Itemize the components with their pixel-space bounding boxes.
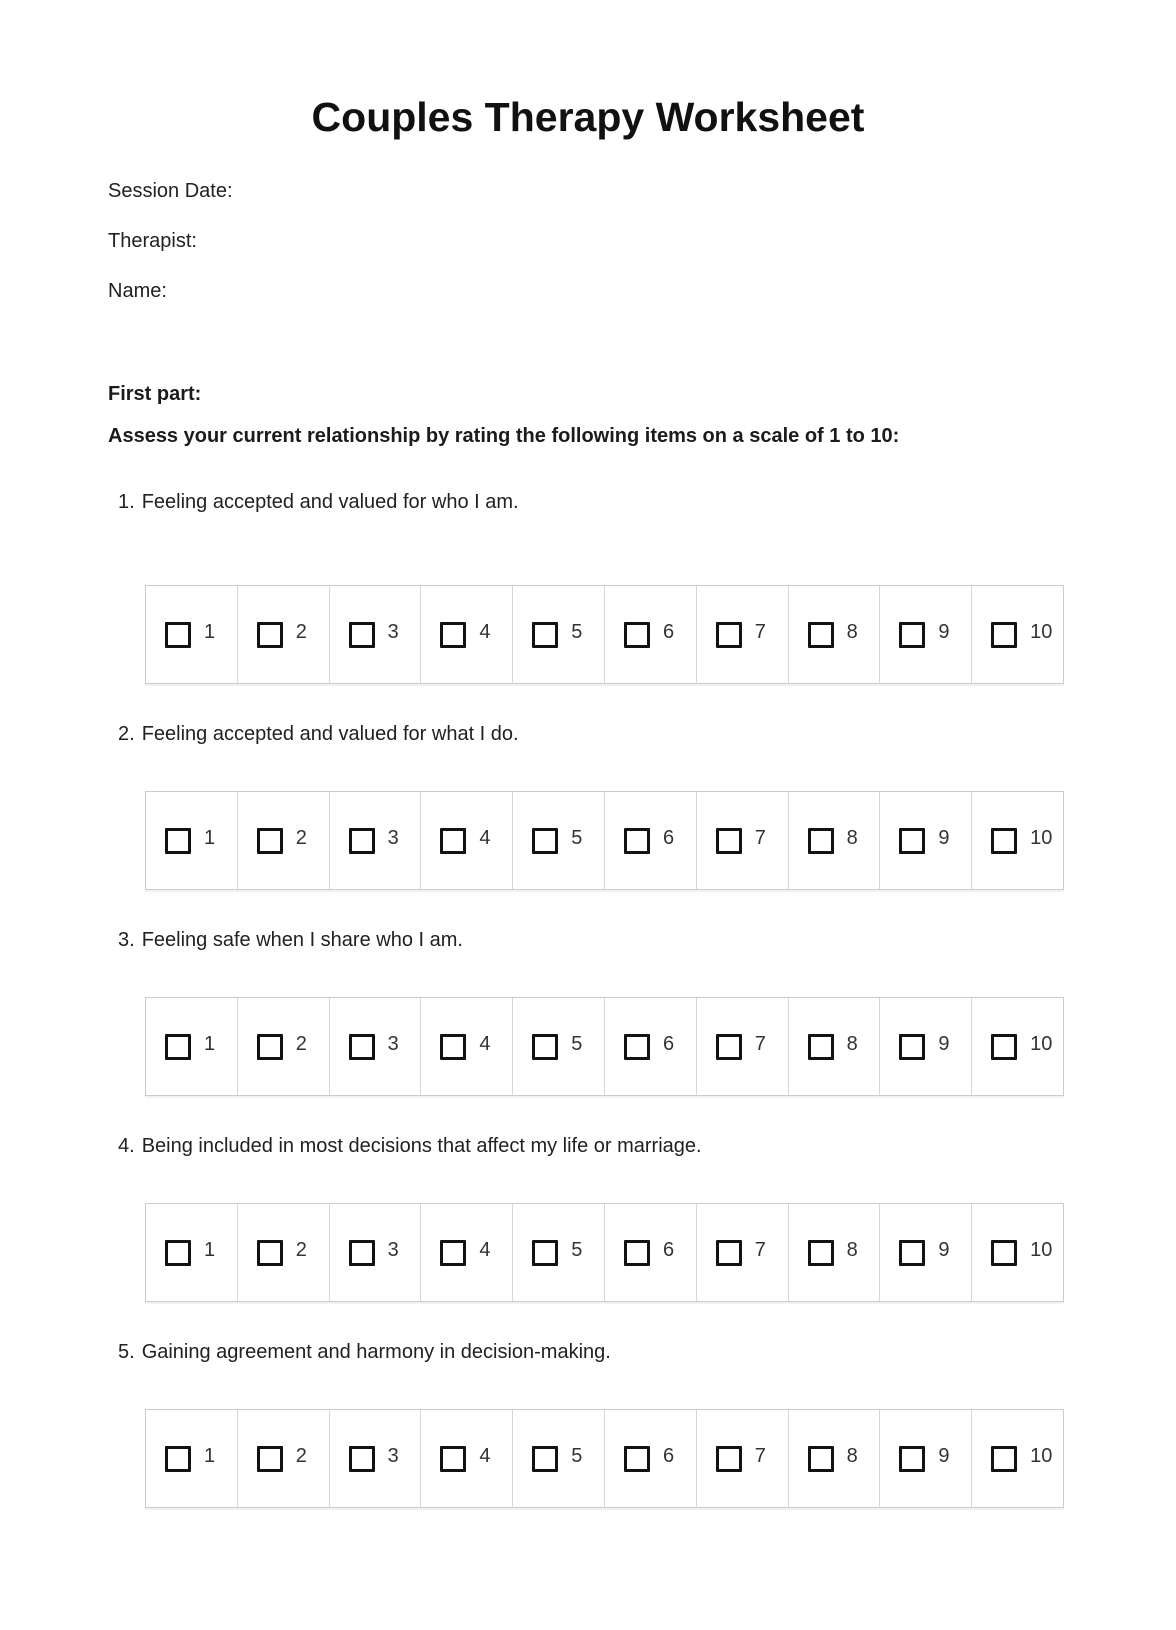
question-label: Being included in most decisions that affect my life or marriage. [141,1135,702,1157]
rating-value-label: 10 [1030,827,1053,849]
rating-value-label: 5 [571,827,583,849]
rating-value-label: 8 [846,1445,858,1467]
rating-cell-q5-5[interactable] [513,1410,605,1507]
rating-value-label: 6 [662,1033,675,1055]
checkbox-q5-10-icon[interactable] [991,1446,1017,1472]
rating-cell-q4-2[interactable] [238,1204,330,1301]
rating-value-label: 3 [387,1445,399,1467]
checkbox-q4-8-icon[interactable] [808,1240,834,1266]
rating-value-label: 3 [387,621,399,643]
rating-value-label: 2 [295,827,307,849]
question-number: 1. [118,491,135,513]
rating-cell-q1-7[interactable] [697,586,789,683]
name-label: Name: [108,280,167,302]
checkbox-q5-2-icon[interactable] [257,1446,283,1472]
checkbox-q4-1-icon[interactable] [165,1240,191,1266]
rating-cell-q2-4[interactable] [421,792,513,889]
checkbox-q4-9-icon[interactable] [899,1240,925,1266]
rating-value-label: 5 [571,1239,583,1261]
rating-value-label: 8 [846,1239,858,1261]
rating-value-label: 1 [204,1445,216,1467]
rating-cell-q3-4[interactable] [421,998,513,1095]
checkbox-q3-5-icon[interactable] [532,1034,558,1060]
rating-scale-q3 [145,997,1064,1096]
rating-cell-q5-7[interactable] [697,1410,789,1507]
checkbox-q2-1-icon[interactable] [165,828,191,854]
rating-cell-q5-1[interactable] [146,1410,238,1507]
rating-value-label: 2 [295,621,307,643]
rating-value-label: 8 [846,621,858,643]
checkbox-q3-4-icon[interactable] [440,1034,466,1060]
rating-cell-q4-8[interactable] [789,1204,881,1301]
rating-value-label: 4 [479,1033,491,1055]
rating-value-label: 10 [1030,621,1053,643]
checkbox-q1-7-icon[interactable] [716,622,742,648]
rating-scale-q2 [145,791,1064,890]
rating-value-label: 10 [1030,1239,1053,1261]
rating-cell-q1-10[interactable] [972,586,1063,683]
session-date-label: Session Date: [108,180,233,202]
rating-value-label: 1 [204,1239,216,1261]
rating-cell-q3-5[interactable] [513,998,605,1095]
rating-value-label: 7 [754,621,766,643]
rating-value-label: 5 [571,1033,583,1055]
rating-cell-q3-3[interactable] [330,998,422,1095]
rating-value-label: 4 [479,1445,491,1467]
question-block-2 [108,722,1068,890]
rating-value-label: 1 [204,827,216,849]
checkbox-q5-4-icon[interactable] [440,1446,466,1472]
rating-value-label: 6 [662,1239,675,1261]
rating-value-label: 1 [204,621,216,643]
checkbox-q4-10-icon[interactable] [991,1240,1017,1266]
checkbox-q5-5-icon[interactable] [532,1446,558,1472]
rating-cell-q1-4[interactable] [421,586,513,683]
question-block-5 [108,1340,1068,1508]
checkbox-q5-1-icon[interactable] [165,1446,191,1472]
rating-cell-q3-1[interactable] [146,998,238,1095]
checkbox-q2-3-icon[interactable] [349,828,375,854]
rating-cell-q3-9[interactable] [880,998,972,1095]
checkbox-q2-10-icon[interactable] [991,828,1017,854]
question-label: Feeling accepted and valued for what I do. [141,723,519,745]
rating-cell-q2-2[interactable] [238,792,330,889]
rating-cell-q4-7[interactable] [697,1204,789,1301]
rating-value-label: 6 [662,827,675,849]
rating-value-label: 5 [571,1445,583,1467]
rating-cell-q5-8[interactable] [789,1410,881,1507]
checkbox-q4-7-icon[interactable] [716,1240,742,1266]
checkbox-q5-7-icon[interactable] [716,1446,742,1472]
rating-cell-q1-9[interactable] [880,586,972,683]
rating-cell-q4-5[interactable] [513,1204,605,1301]
rating-cell-q1-8[interactable] [789,586,881,683]
checkbox-q3-6-icon[interactable] [624,1034,650,1060]
rating-value-label: 7 [754,827,766,849]
rating-cell-q5-2[interactable] [238,1410,330,1507]
rating-cell-q4-9[interactable] [880,1204,972,1301]
question-number: 5. [118,1341,135,1363]
checkbox-q1-6-icon[interactable] [624,622,650,648]
rating-value-label: 3 [387,1033,399,1055]
checkbox-q3-10-icon[interactable] [991,1034,1017,1060]
rating-value-label: 6 [662,621,675,643]
rating-cell-q5-6[interactable] [605,1410,697,1507]
section-instruction: Assess your current relationship by rating the following items on a scale of 1 to 10: [108,425,900,447]
rating-value-label: 7 [754,1239,766,1261]
checkbox-q5-3-icon[interactable] [349,1446,375,1472]
rating-value-label: 3 [387,1239,399,1261]
rating-value-label: 4 [479,827,491,849]
question-number: 2. [118,723,135,745]
rating-cell-q5-10[interactable] [972,1410,1063,1507]
checkbox-q4-3-icon[interactable] [349,1240,375,1266]
question-number: 4. [118,1135,135,1157]
rating-cell-q2-6[interactable] [605,792,697,889]
question-text [118,1340,1068,1364]
rating-cell-q3-8[interactable] [789,998,881,1095]
question-block-3 [108,928,1068,1096]
rating-value-label: 4 [479,1239,491,1261]
rating-cell-q5-9[interactable] [880,1410,972,1507]
checkbox-q3-2-icon[interactable] [257,1034,283,1060]
rating-value-label: 2 [295,1033,307,1055]
rating-value-label: 4 [479,621,491,643]
checkbox-q3-1-icon[interactable] [165,1034,191,1060]
checkbox-q1-3-icon[interactable] [349,622,375,648]
checkbox-q2-2-icon[interactable] [257,828,283,854]
rating-value-label: 10 [1030,1033,1053,1055]
checkbox-q5-9-icon[interactable] [899,1446,925,1472]
rating-value-label: 3 [387,827,399,849]
checkbox-q1-1-icon[interactable] [165,622,191,648]
question-label: Feeling safe when I share who I am. [141,929,463,951]
checkbox-q1-8-icon[interactable] [808,622,834,648]
checkbox-q2-6-icon[interactable] [624,828,650,854]
rating-value-label: 9 [938,1445,950,1467]
checkbox-q2-9-icon[interactable] [899,828,925,854]
checkbox-q3-9-icon[interactable] [899,1034,925,1060]
question-label: Feeling accepted and valued for who I am. [141,491,519,513]
rating-cell-q4-4[interactable] [421,1204,513,1301]
question-text [118,1134,1068,1158]
checkbox-q2-5-icon[interactable] [532,828,558,854]
rating-scale-q5 [145,1409,1064,1508]
rating-cell-q4-10[interactable] [972,1204,1063,1301]
question-text [118,490,1068,514]
rating-value-label: 9 [938,1239,950,1261]
rating-value-label: 7 [754,1445,766,1467]
rating-scale-q1 [145,585,1064,684]
rating-value-label: 10 [1030,1445,1053,1467]
question-block-4 [108,1134,1068,1302]
checkbox-q5-8-icon[interactable] [808,1446,834,1472]
rating-cell-q5-4[interactable] [421,1410,513,1507]
rating-value-label: 9 [938,827,950,849]
rating-value-label: 7 [754,1033,766,1055]
checkbox-q4-2-icon[interactable] [257,1240,283,1266]
therapist-label: Therapist: [108,230,197,252]
checkbox-q4-6-icon[interactable] [624,1240,650,1266]
rating-cell-q2-9[interactable] [880,792,972,889]
rating-value-label: 1 [204,1033,216,1055]
rating-cell-q1-5[interactable] [513,586,605,683]
rating-cell-q5-3[interactable] [330,1410,422,1507]
rating-cell-q2-10[interactable] [972,792,1063,889]
rating-cell-q4-6[interactable] [605,1204,697,1301]
rating-value-label: 9 [938,1033,950,1055]
checkbox-q5-6-icon[interactable] [624,1446,650,1472]
rating-cell-q2-8[interactable] [789,792,881,889]
checkbox-q2-7-icon[interactable] [716,828,742,854]
rating-cell-q4-3[interactable] [330,1204,422,1301]
rating-cell-q3-7[interactable] [697,998,789,1095]
checkbox-q1-9-icon[interactable] [899,622,925,648]
checkbox-q1-2-icon[interactable] [257,622,283,648]
rating-cell-q2-3[interactable] [330,792,422,889]
rating-value-label: 8 [846,1033,858,1055]
checkbox-q1-10-icon[interactable] [991,622,1017,648]
rating-cell-q1-6[interactable] [605,586,697,683]
rating-value-label: 2 [295,1239,307,1261]
checkbox-q3-8-icon[interactable] [808,1034,834,1060]
question-number: 3. [118,929,135,951]
rating-value-label: 9 [938,621,950,643]
checkbox-q3-7-icon[interactable] [716,1034,742,1060]
rating-value-label: 2 [295,1445,307,1467]
checkbox-q2-8-icon[interactable] [808,828,834,854]
rating-cell-q1-1[interactable] [146,586,238,683]
checkbox-q2-4-icon[interactable] [440,828,466,854]
rating-cell-q4-1[interactable] [146,1204,238,1301]
page-title: Couples Therapy Worksheet [311,94,865,140]
question-text [118,722,1068,746]
rating-cell-q2-5[interactable] [513,792,605,889]
rating-value-label: 6 [662,1445,675,1467]
rating-cell-q1-3[interactable] [330,586,422,683]
checkbox-q1-5-icon[interactable] [532,622,558,648]
section-heading: First part: [108,383,202,405]
question-text [118,928,1068,952]
checkbox-q4-5-icon[interactable] [532,1240,558,1266]
rating-cell-q2-1[interactable] [146,792,238,889]
rating-cell-q1-2[interactable] [238,586,330,683]
rating-scale-q4 [145,1203,1064,1302]
rating-cell-q2-7[interactable] [697,792,789,889]
question-label: Gaining agreement and harmony in decision-making. [141,1341,611,1363]
question-block-1 [108,490,1068,684]
checkbox-q3-3-icon[interactable] [349,1034,375,1060]
rating-value-label: 8 [846,827,858,849]
rating-cell-q3-10[interactable] [972,998,1063,1095]
questions-list [108,448,1068,1508]
checkbox-q1-4-icon[interactable] [440,622,466,648]
checkbox-q4-4-icon[interactable] [440,1240,466,1266]
rating-cell-q3-6[interactable] [605,998,697,1095]
rating-value-label: 5 [571,621,583,643]
rating-cell-q3-2[interactable] [238,998,330,1095]
